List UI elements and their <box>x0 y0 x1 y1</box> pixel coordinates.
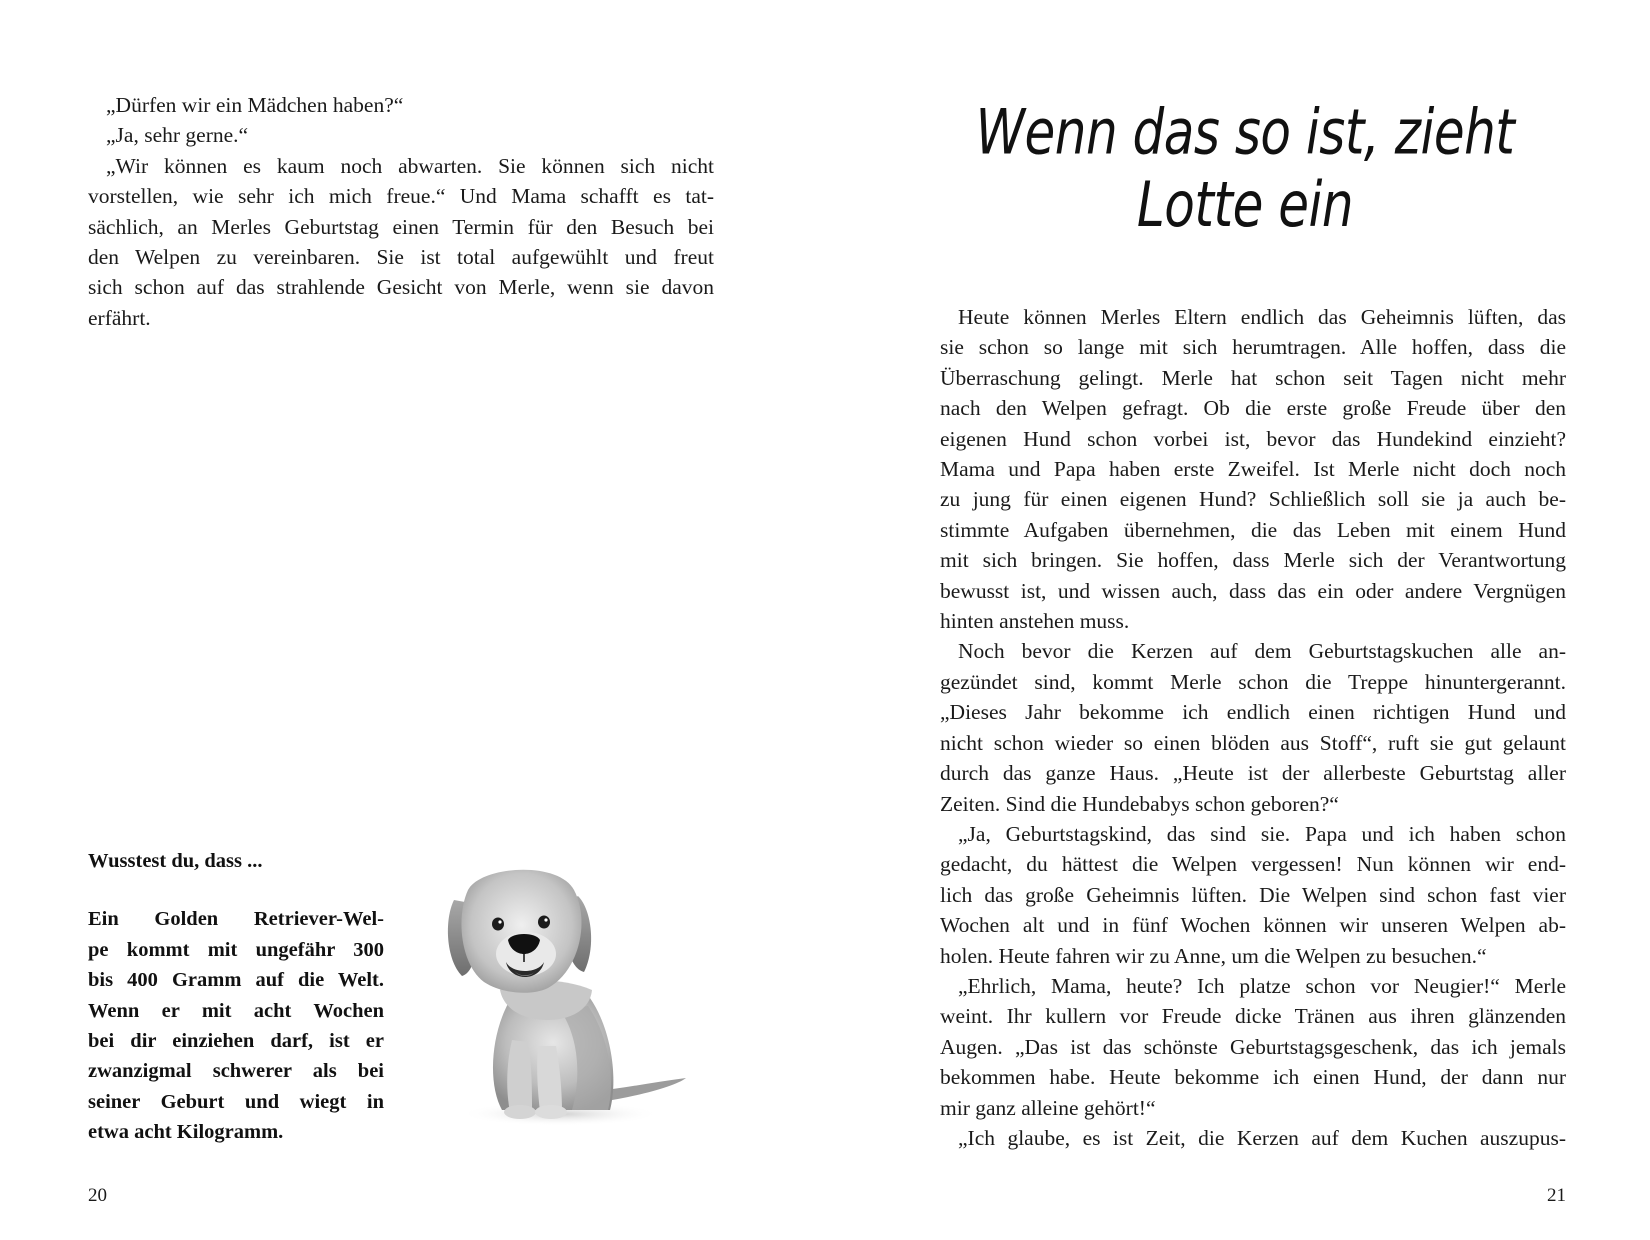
chapter-title: Wenn das so ist, zieht Lotte ein <box>975 96 1515 241</box>
text-line: Heute können Merles Eltern endlich das Geheimnis lüften, das <box>958 305 1566 329</box>
text-line: „Ja, Geburtstagskind, das sind sie. Papa und ich haben schon <box>958 821 1566 846</box>
did-you-know-line: Wenn er mit acht Wochen <box>88 999 384 1022</box>
did-you-know-title: Wusstest du, dass ... <box>88 850 263 872</box>
text-line: mit sich bringen. Sie hoffen, dass Merle sich der Verantwortung <box>940 548 1566 573</box>
text-line: „Ich glaube, es ist Zeit, die Kerzen auf dem Kuchen auszupus- <box>958 1125 1566 1150</box>
paragraph <box>940 302 1566 636</box>
text-line: den Welpen zu vereinbaren. Sie ist total aufgewühlt und freut <box>88 245 714 270</box>
text-line: „Ja, sehr gerne.“ <box>106 123 249 148</box>
text-line: gezündet sind, kommt Merle schon die Treppe hinuntergerannt. <box>940 669 1566 694</box>
did-you-know-box <box>88 846 384 1148</box>
text-line: hinten anstehen muss. <box>940 609 1130 634</box>
text-line: Augen. „Das ist das schönste Geburtstagsgeschenk, das ich jemals <box>940 1034 1566 1059</box>
text-line: „Dürfen wir ein Mädchen haben?“ <box>106 93 404 117</box>
left-page-text <box>88 90 714 333</box>
text-line: Noch bevor die Kerzen auf dem Geburtstagskuchen alle an- <box>958 639 1566 664</box>
paragraph <box>940 1123 1566 1153</box>
page-number: 21 <box>1547 1185 1566 1206</box>
text-line: „Wir können es kaum noch abwarten. Sie können sich nicht <box>106 153 714 178</box>
text-line: vorstellen, wie sehr ich mich freue.“ Und Mama schafft es tat- <box>88 184 714 209</box>
text-line: nach den Welpen gefragt. Ob die erste große Freude über den <box>940 396 1566 421</box>
did-you-know-line: bei dir einziehen darf, ist er <box>88 1030 384 1053</box>
did-you-know-line: pe kommt mit ungefähr 300 <box>88 938 384 961</box>
paragraph <box>88 120 714 150</box>
text-line: holen. Heute fahren wir zu Anne, um die Welpen zu besuchen.“ <box>940 943 1487 968</box>
text-line: Wochen alt und in fünf Wochen können wir unseren Welpen ab- <box>940 913 1566 938</box>
text-line: zu jung für einen eigenen Hund? Schließlich soll sie ja auch be- <box>940 487 1566 512</box>
text-line: erfährt. <box>88 305 151 330</box>
paragraph <box>940 819 1566 971</box>
did-you-know-line: zwanzigmal schwerer als bei <box>88 1060 384 1083</box>
text-line: lich das große Geheimnis lüften. Die Welpen sind schon fast vier <box>940 882 1566 907</box>
did-you-know-line: Ein Golden Retriever-Wel- <box>88 908 384 931</box>
text-line: durch das ganze Haus. „Heute ist der allerbeste Geburtstag aller <box>940 761 1566 786</box>
text-line: Zeiten. Sind die Hundebabys schon geboren?“ <box>940 791 1339 816</box>
did-you-know-line: seiner Geburt und wiegt in <box>88 1090 384 1113</box>
did-you-know-line: etwa acht Kilogramm. <box>88 1121 284 1144</box>
text-line: bewusst ist, und wissen auch, dass das ein oder andere Vergnügen <box>940 578 1566 603</box>
text-line: nicht schon wieder so einen blöden aus Stoff“, ruft sie gut gelaunt <box>940 730 1566 755</box>
paragraph <box>940 636 1566 818</box>
golden-retriever-puppy-image <box>440 860 696 1130</box>
text-line: sich schon auf das strahlende Gesicht von Merle, wenn sie davon <box>88 275 714 300</box>
text-line: Mama und Papa haben erste Zweifel. Ist Merle nicht doch noch <box>940 457 1566 482</box>
text-line: mir ganz alleine gehört!“ <box>940 1095 1156 1120</box>
text-line: weint. Ihr kullern vor Freude dicke Tränen aus ihren glänzenden <box>940 1004 1566 1029</box>
paragraph <box>88 151 714 333</box>
text-line: „Ehrlich, Mama, heute? Ich platze schon vor Neugier!“ Merle <box>958 973 1566 998</box>
paragraph <box>940 971 1566 1123</box>
text-line: „Dieses Jahr bekomme ich endlich einen richtigen Hund und <box>940 700 1566 725</box>
text-line: stimmte Aufgaben übernehmen, die das Leben mit einem Hund <box>940 517 1566 542</box>
text-line: Überraschung gelingt. Merle hat schon seit Tagen nicht mehr <box>940 365 1566 390</box>
did-you-know-body <box>88 904 384 1147</box>
paragraph <box>88 90 714 120</box>
right-page <box>825 0 1650 1240</box>
text-line: sächlich, an Merles Geburtstag einen Termin für den Besuch bei <box>88 214 714 239</box>
did-you-know-line: bis 400 Gramm auf die Welt. <box>88 969 384 992</box>
page-number: 20 <box>88 1185 107 1206</box>
text-line: gedacht, du hättest die Welpen vergessen! Nun können wir end- <box>940 852 1566 877</box>
text-line: bekommen habe. Heute bekomme ich einen Hund, der dann nur <box>940 1065 1566 1090</box>
text-line: eigenen Hund schon vorbei ist, bevor das Hundekind einzieht? <box>940 426 1566 451</box>
right-page-text <box>940 302 1566 1153</box>
text-line: sie schon so lange mit sich herumtragen. Alle hoffen, dass die <box>940 335 1566 360</box>
